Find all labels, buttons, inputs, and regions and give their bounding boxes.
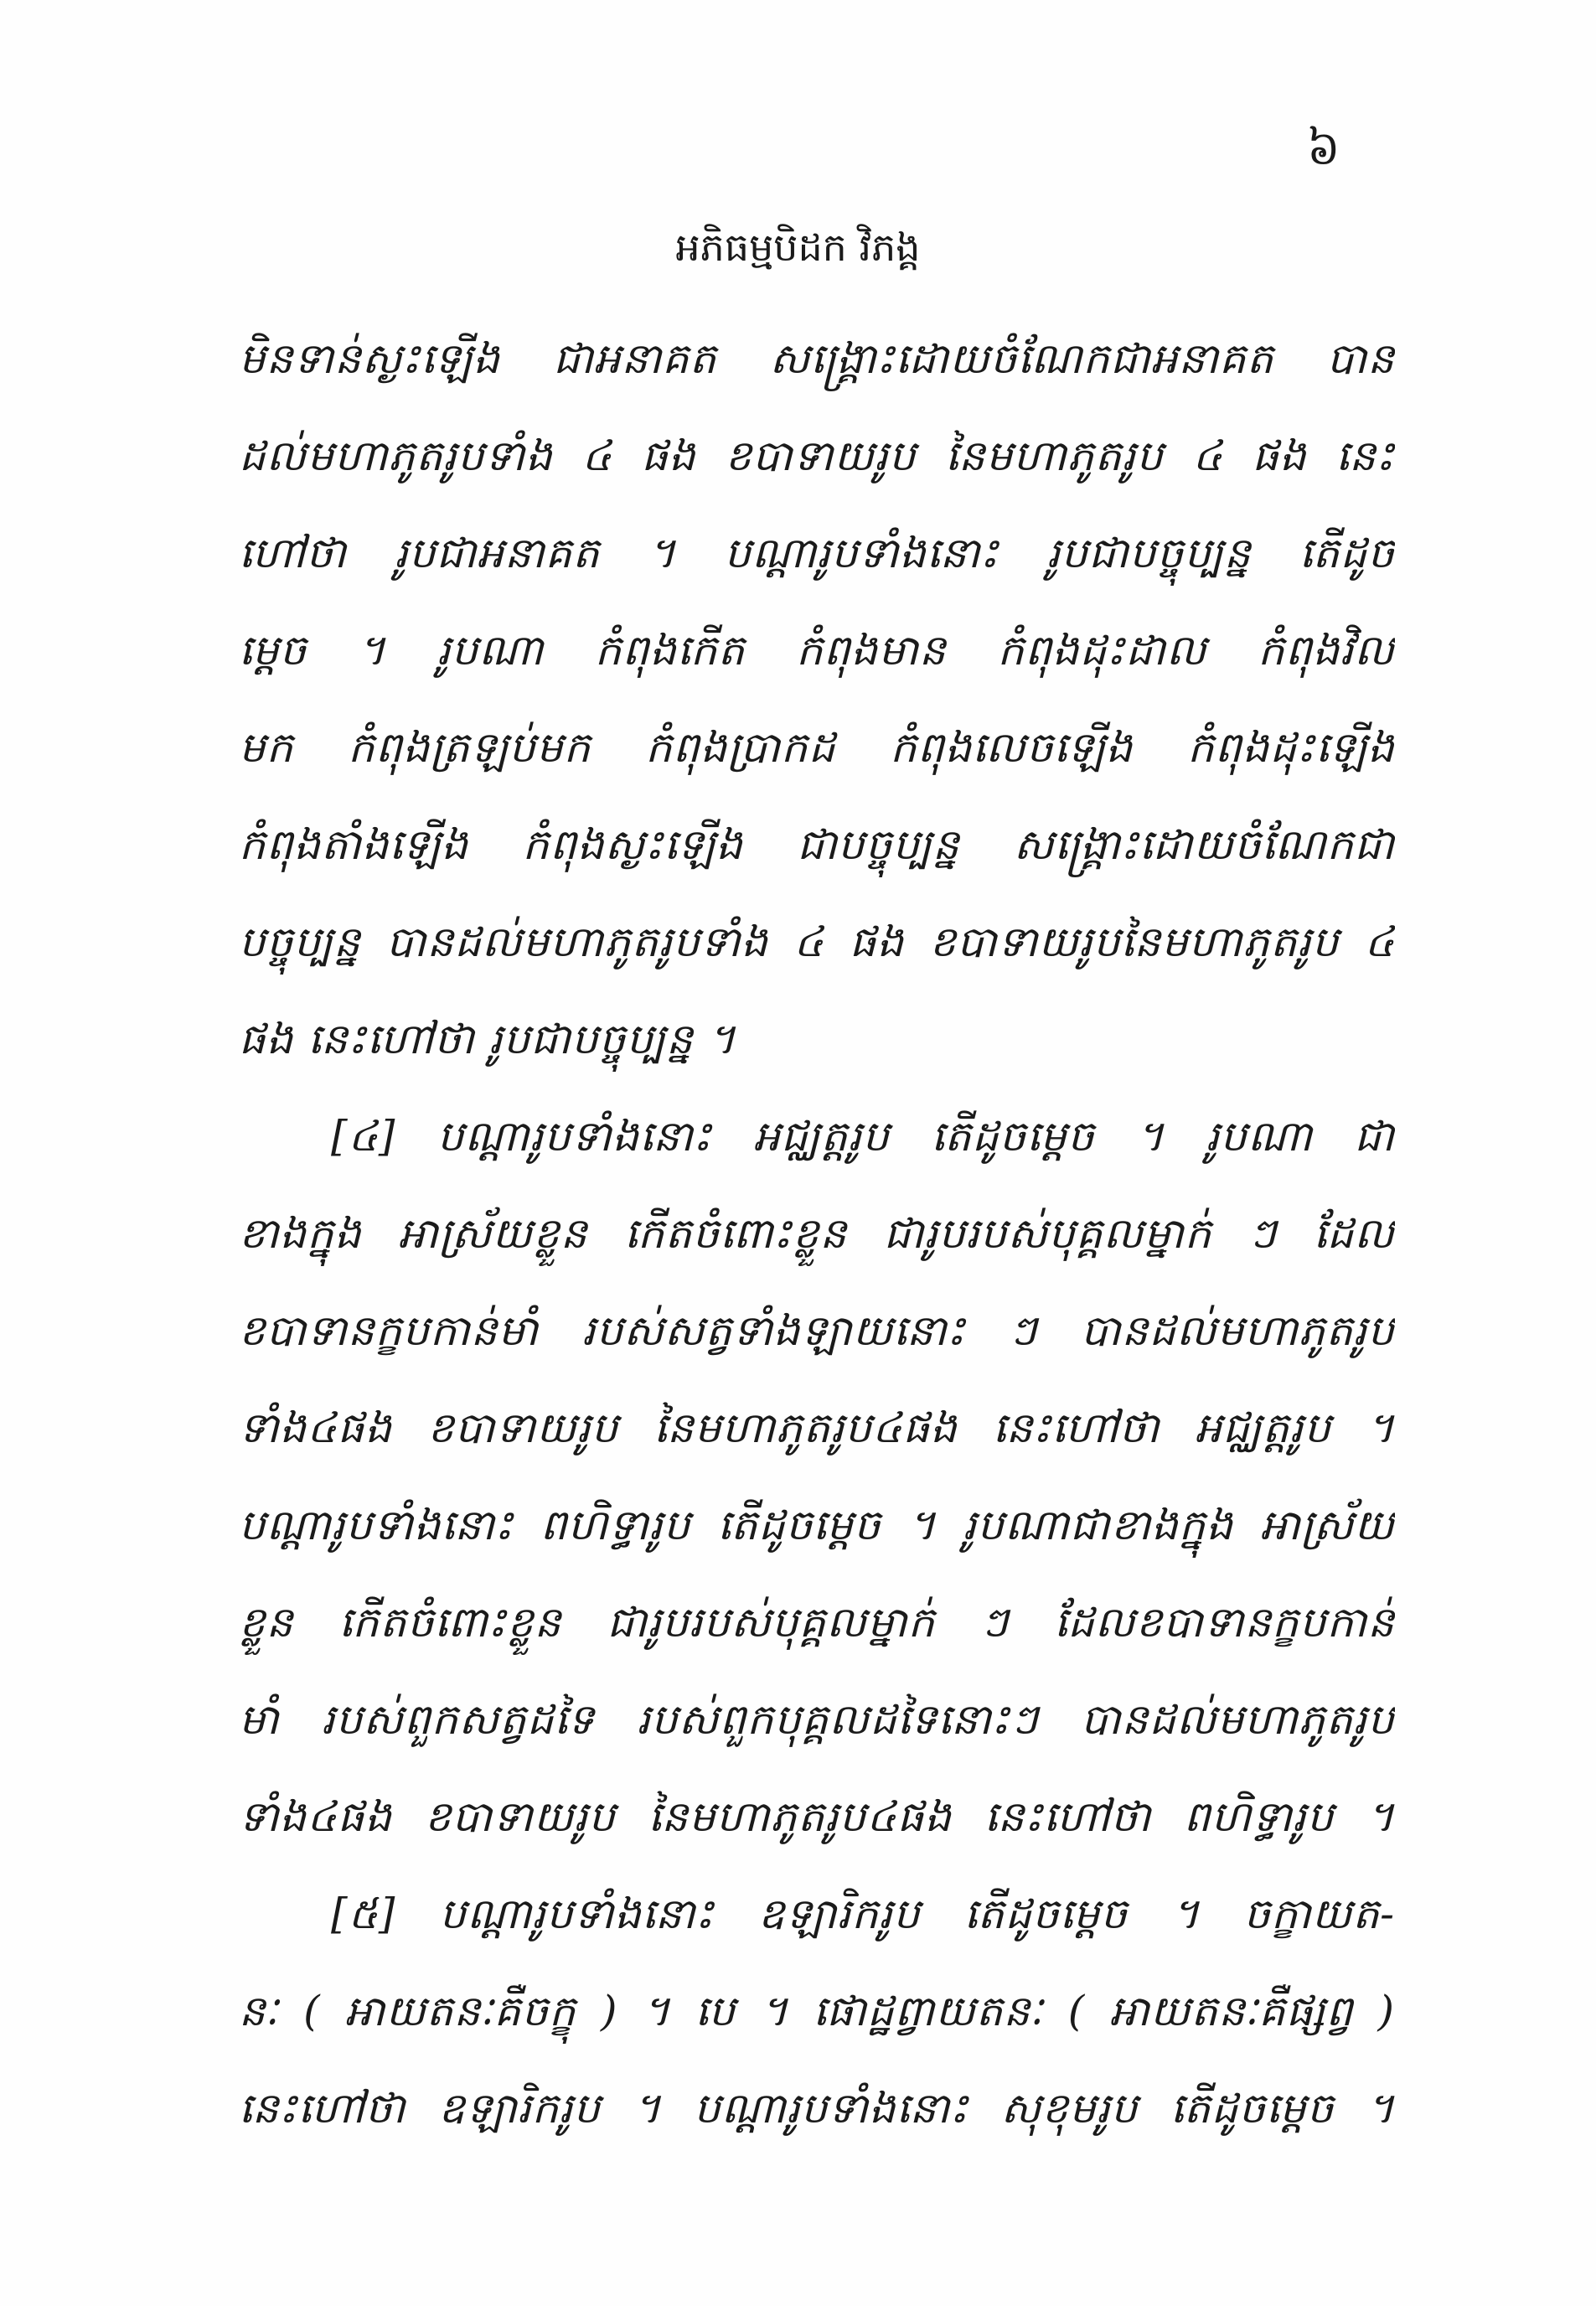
text-line: ទាំង៤ផង ខបាទាយរូប នៃមហាភូតរូប៤ផង នេះហៅថា ពហិទ្ធារូប ។ [239, 1792, 1395, 1841]
body-text [239, 310, 1395, 2157]
page-number: ៦ [1307, 122, 1340, 176]
text-line: ដល់មហាភូតរូបទាំង ៤ ផង ខបាទាយរូប នៃមហាភូតរូប ៤ ផង នេះ [239, 432, 1395, 480]
text-line: មាំ របស់ពួកសត្វដទៃ របស់ពួកបុគ្គលដទៃនោះៗ បានដល់មហាភូតរូប [239, 1695, 1395, 1744]
text-line: ផង នេះហៅថា រូបជាបច្ចុប្បន្ន ។ [239, 1015, 736, 1063]
text-line: បច្ចុប្បន្ន បានដល់មហាភូតរូបទាំង ៤ ផង ខបាទាយរូបនៃមហាភូតរូប ៤ [239, 918, 1395, 966]
running-header: អភិធម្មបិដក វិភង្គ [675, 225, 921, 270]
text-line: ខ្លួន កើតចំពោះខ្លួន ជារូបរបស់បុគ្គលម្នាក់ ៗ ដែលខបាទានក្ខបកាន់ [239, 1598, 1395, 1647]
text-line: នេះហៅថា ឧឡារិករូប ។ បណ្ដារូបទាំងនោះ សុខុមរូប តើដូចម្ដេច ។ [239, 2084, 1395, 2133]
paragraph-start-line: [៥] បណ្ដារូបទាំងនោះ ឧឡារិករូប តើដូចម្ដេច ។ ចក្ខាយត- [331, 1890, 1395, 1938]
text-line: ហៅថា រូបជាអនាគត ។ បណ្ដារូបទាំងនោះ រូបជាបច្ចុប្បន្ន តើដូច [239, 529, 1395, 577]
text-line: ខាងក្នុង អាស្រ័យខ្លួន កើតចំពោះខ្លួន ជារូបរបស់បុគ្គលម្នាក់ ៗ ដែល [239, 1209, 1395, 1258]
text-line: ម្ដេច ។ រូបណា កំពុងកើត កំពុងមាន កំពុងដុះដាល កំពុងវិល [239, 626, 1395, 675]
paragraph-start-line: [៤] បណ្ដារូបទាំងនោះ អជ្ឈត្តរូប តើដូចម្ដេច ។ រូបណា ជា [331, 1112, 1395, 1161]
text-line: នៈ ( អាយតនៈគឺចក្ខុ ) ។ បេ ។ ផោដ្ឋព្វាយតនៈ ( អាយតនៈគឺផ្សព្វ ) [239, 1987, 1395, 2035]
text-line: មក កំពុងត្រឡប់មក កំពុងប្រាកដ កំពុងលេចឡើង កំពុងដុះឡើង [239, 723, 1395, 772]
text-line: បណ្ដារូបទាំងនោះ ពហិទ្ធារូប តើដូចម្ដេច ។ រូបណាជាខាងក្នុង អាស្រ័យ [239, 1501, 1395, 1549]
text-line: កំពុងតាំងឡើង កំពុងស្ងះឡើង ជាបច្ចុប្បន្ន សង្គ្រោះដោយចំណែកជា [239, 820, 1395, 869]
text-line: ខបាទានក្ខបកាន់មាំ របស់សត្វទាំងឡាយនោះ ៗ បានដល់មហាភូតរូប [239, 1306, 1395, 1355]
text-line: ទាំង៤ផង ខបាទាយរូប នៃមហាភូតរូប៤ផង នេះហៅថា អជ្ឈត្តរូប ។ [239, 1404, 1395, 1452]
text-line: មិនទាន់ស្ងះឡើង ជាអនាគត សង្គ្រោះដោយចំណែកជាអនាគត បាន [239, 334, 1395, 383]
